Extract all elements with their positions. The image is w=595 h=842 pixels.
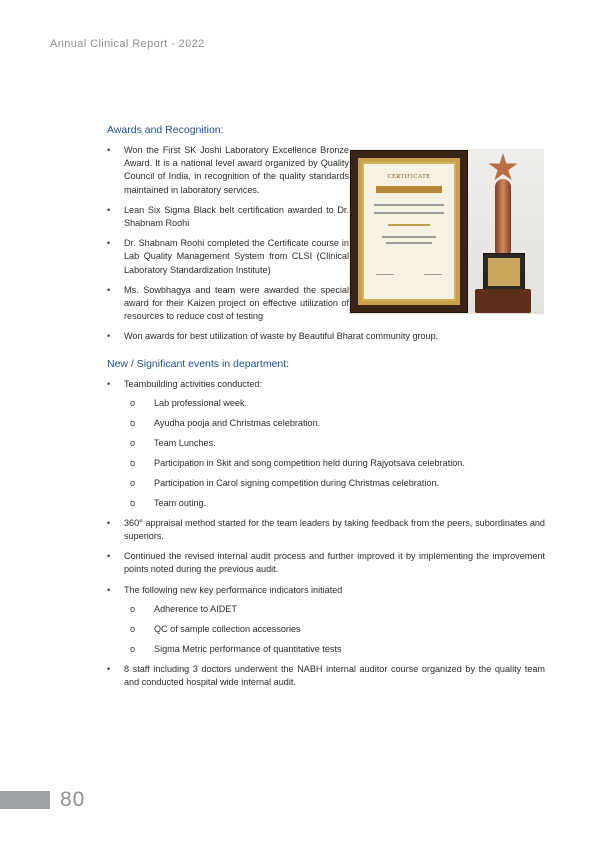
report-header: Annual Clinical Report - 2022 (50, 38, 205, 50)
sub-item: o Sigma Metric performance of quantitative tests (130, 643, 545, 656)
sub-item: o Participation in Carol signing competition during Christmas celebration. (130, 477, 545, 490)
events-heading: New / Significant events in department: (107, 357, 290, 370)
kpi-label: The following new key performance indicators initiated (124, 584, 343, 595)
certificate-frame (351, 151, 467, 312)
kpi-sublist (124, 603, 545, 656)
sub-item: o Team Lunches. (130, 437, 545, 450)
award-item: • Ms. Sowbhagya and team were awarded the special award for their Kaizen project on effective utilization of resources to reduce cost of testing (107, 284, 349, 324)
events-list (107, 378, 545, 690)
event-item (107, 378, 545, 510)
trophy-stem (495, 179, 511, 255)
page-number: 80 (60, 788, 86, 811)
teambuilding-sublist (124, 397, 545, 510)
sub-item: o Team outing. (130, 497, 545, 510)
event-item: • 8 staff including 3 doctors underwent the NABH internal auditor course organized by the quality team and conducted hospital wide internal audit. (107, 663, 545, 689)
sub-item: o Participation in Skit and song competition held during Rajyotsava celebration. (130, 457, 545, 470)
sub-item: o Ayudha pooja and Christmas celebration. (130, 417, 545, 430)
award-item: • Won the First SK Joshi Laboratory Excellence Bronze Award. It is a national level award organized by Quality Council of India, in recognition of the quality standards maintained in laboratory services. (107, 144, 349, 197)
sub-item: o QC of sample collection accessories (130, 623, 545, 636)
certificate (362, 162, 456, 301)
award-item: • Won awards for best utilization of waste by Beautiful Bharat community group. (107, 330, 545, 343)
event-item: • Continued the revised internal audit process and further improved it by implementing the improvement points noted during the previous audit. (107, 550, 545, 576)
event-item: • 360° appraisal method started for the team leaders by taking feedback from the peers, subordinates and superiors. (107, 517, 545, 543)
awards-list-wide (107, 330, 545, 343)
sub-item: o Adherence to AIDET (130, 603, 545, 616)
footer-bar (0, 791, 50, 809)
teambuilding-label: Teambuilding activities conducted: (124, 378, 262, 389)
award-photo (349, 149, 544, 314)
event-item (107, 584, 545, 656)
award-item: • Lean Six Sigma Black belt certification awarded to Dr. Shabnam Roohi (107, 204, 349, 230)
awards-heading: Awards and Recognition: (107, 124, 224, 136)
trophy-base (475, 289, 531, 313)
certificate-heading: CERTIFICATE (387, 174, 431, 180)
trophy-plaque (483, 253, 525, 291)
sub-item: o Lab professional week. (130, 397, 545, 410)
award-item: • Dr. Shabnam Roohi completed the Certificate course in Lab Quality Management System from CLSI (Clinical Laboratory Standardization Institute) (107, 237, 349, 277)
